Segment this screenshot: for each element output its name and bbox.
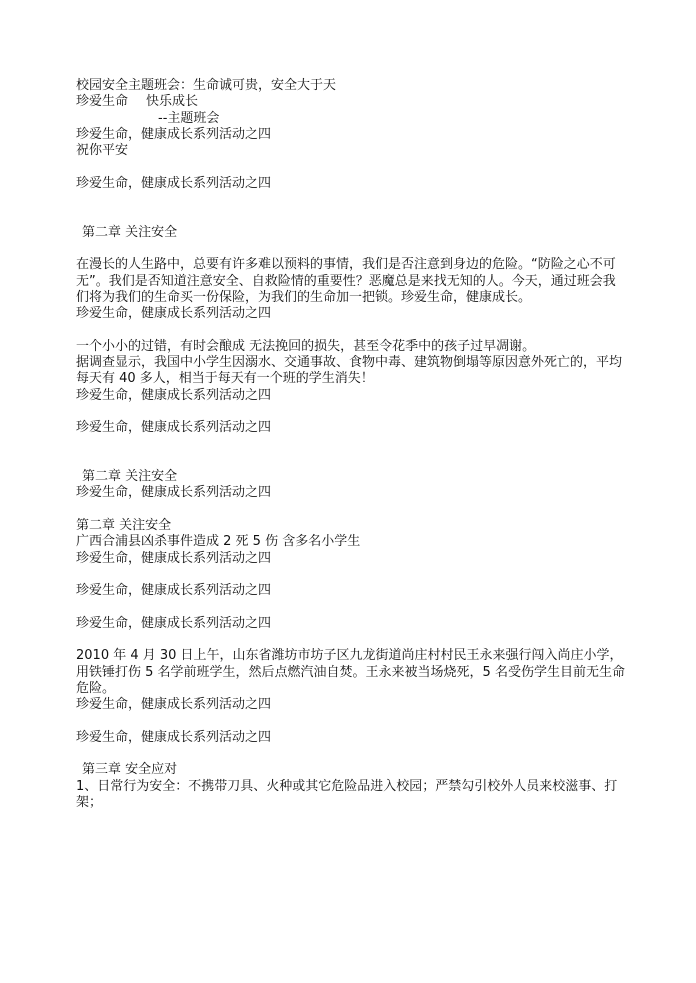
paragraph: 据调查显示，我国中小学生因溺水、交通事故、食物中毒、建筑物倒塌等原因意外死亡的，平均每天有 40 多人，相当于每天有一个班的学生消失！	[76, 355, 623, 387]
chapter-heading: 第二章 关注安全	[76, 518, 172, 534]
paragraph: 一个小小的过错，有时会酿成 无法挽回的损失，甚至令花季中的孩子过早凋谢。	[76, 338, 536, 354]
series-line: 珍爱生命，健康成长系列活动之四	[76, 697, 272, 713]
chapter-heading: 第二章 关注安全	[82, 224, 178, 240]
series-line: 珍爱生命，健康成长系列活动之四	[76, 729, 272, 745]
paragraph: 在漫长的人生路中，总要有许多难以预料的事情，我们是否注意到身边的危险。“防险之心不可无”。我们是否知道注意安全、自救险情的重要性？恶魔总是来找无知的人。今天，通过班会我们将为我们的生命买一份保险，为我们的生命加一把锁。珍爱生命，健康成长。	[76, 257, 616, 305]
series-line: 珍爱生命，健康成长系列活动之四	[76, 420, 272, 436]
document-body	[76, 78, 626, 811]
doc-subtitle	[76, 94, 626, 110]
series-line: 珍爱生命，健康成长系列活动之四	[76, 306, 272, 322]
series-line: 珍爱生命，健康成长系列活动之四	[76, 583, 272, 599]
series-line: 珍爱生命，健康成长系列活动之四	[76, 387, 272, 403]
paragraph: 广西合浦县凶杀事件造成 2 死 5 伤 含多名小学生	[76, 534, 361, 550]
doc-title: 校园安全主题班会：生命诚可贵，安全大于天	[76, 78, 337, 93]
series-line: 珍爱生命，健康成长系列活动之四	[76, 485, 272, 501]
subtitle-note: --主题班会	[158, 110, 220, 126]
paragraph: 1、日常行为安全：不携带刀具、火种或其它危险品进入校园；严禁勾引校外人员来校滋事、打架；	[76, 778, 618, 811]
subtitle-right: 快乐成长	[146, 94, 199, 110]
subtitle-left: 珍爱生命	[76, 94, 129, 110]
chapter-heading: 第二章 关注安全	[82, 469, 178, 485]
series-line: 珍爱生命，健康成长系列活动之四	[76, 175, 272, 191]
wish-line: 祝你平安	[76, 143, 129, 159]
series-line: 珍爱生命，健康成长系列活动之四	[76, 126, 272, 142]
chapter-heading: 第三章 安全应对	[82, 762, 178, 778]
paragraph: 2010 年 4 月 30 日上午，山东省潍坊市坊子区九龙街道尚庄村村民王永来强行闯入尚庄小学，用铁锤打伤 5 名学前班学生，然后点燃汽油自焚。王永来被当场烧死，5 名受伤学生目前无生命危险。	[76, 648, 625, 696]
series-line: 珍爱生命，健康成长系列活动之四	[76, 615, 272, 631]
series-line: 珍爱生命，健康成长系列活动之四	[76, 550, 272, 566]
